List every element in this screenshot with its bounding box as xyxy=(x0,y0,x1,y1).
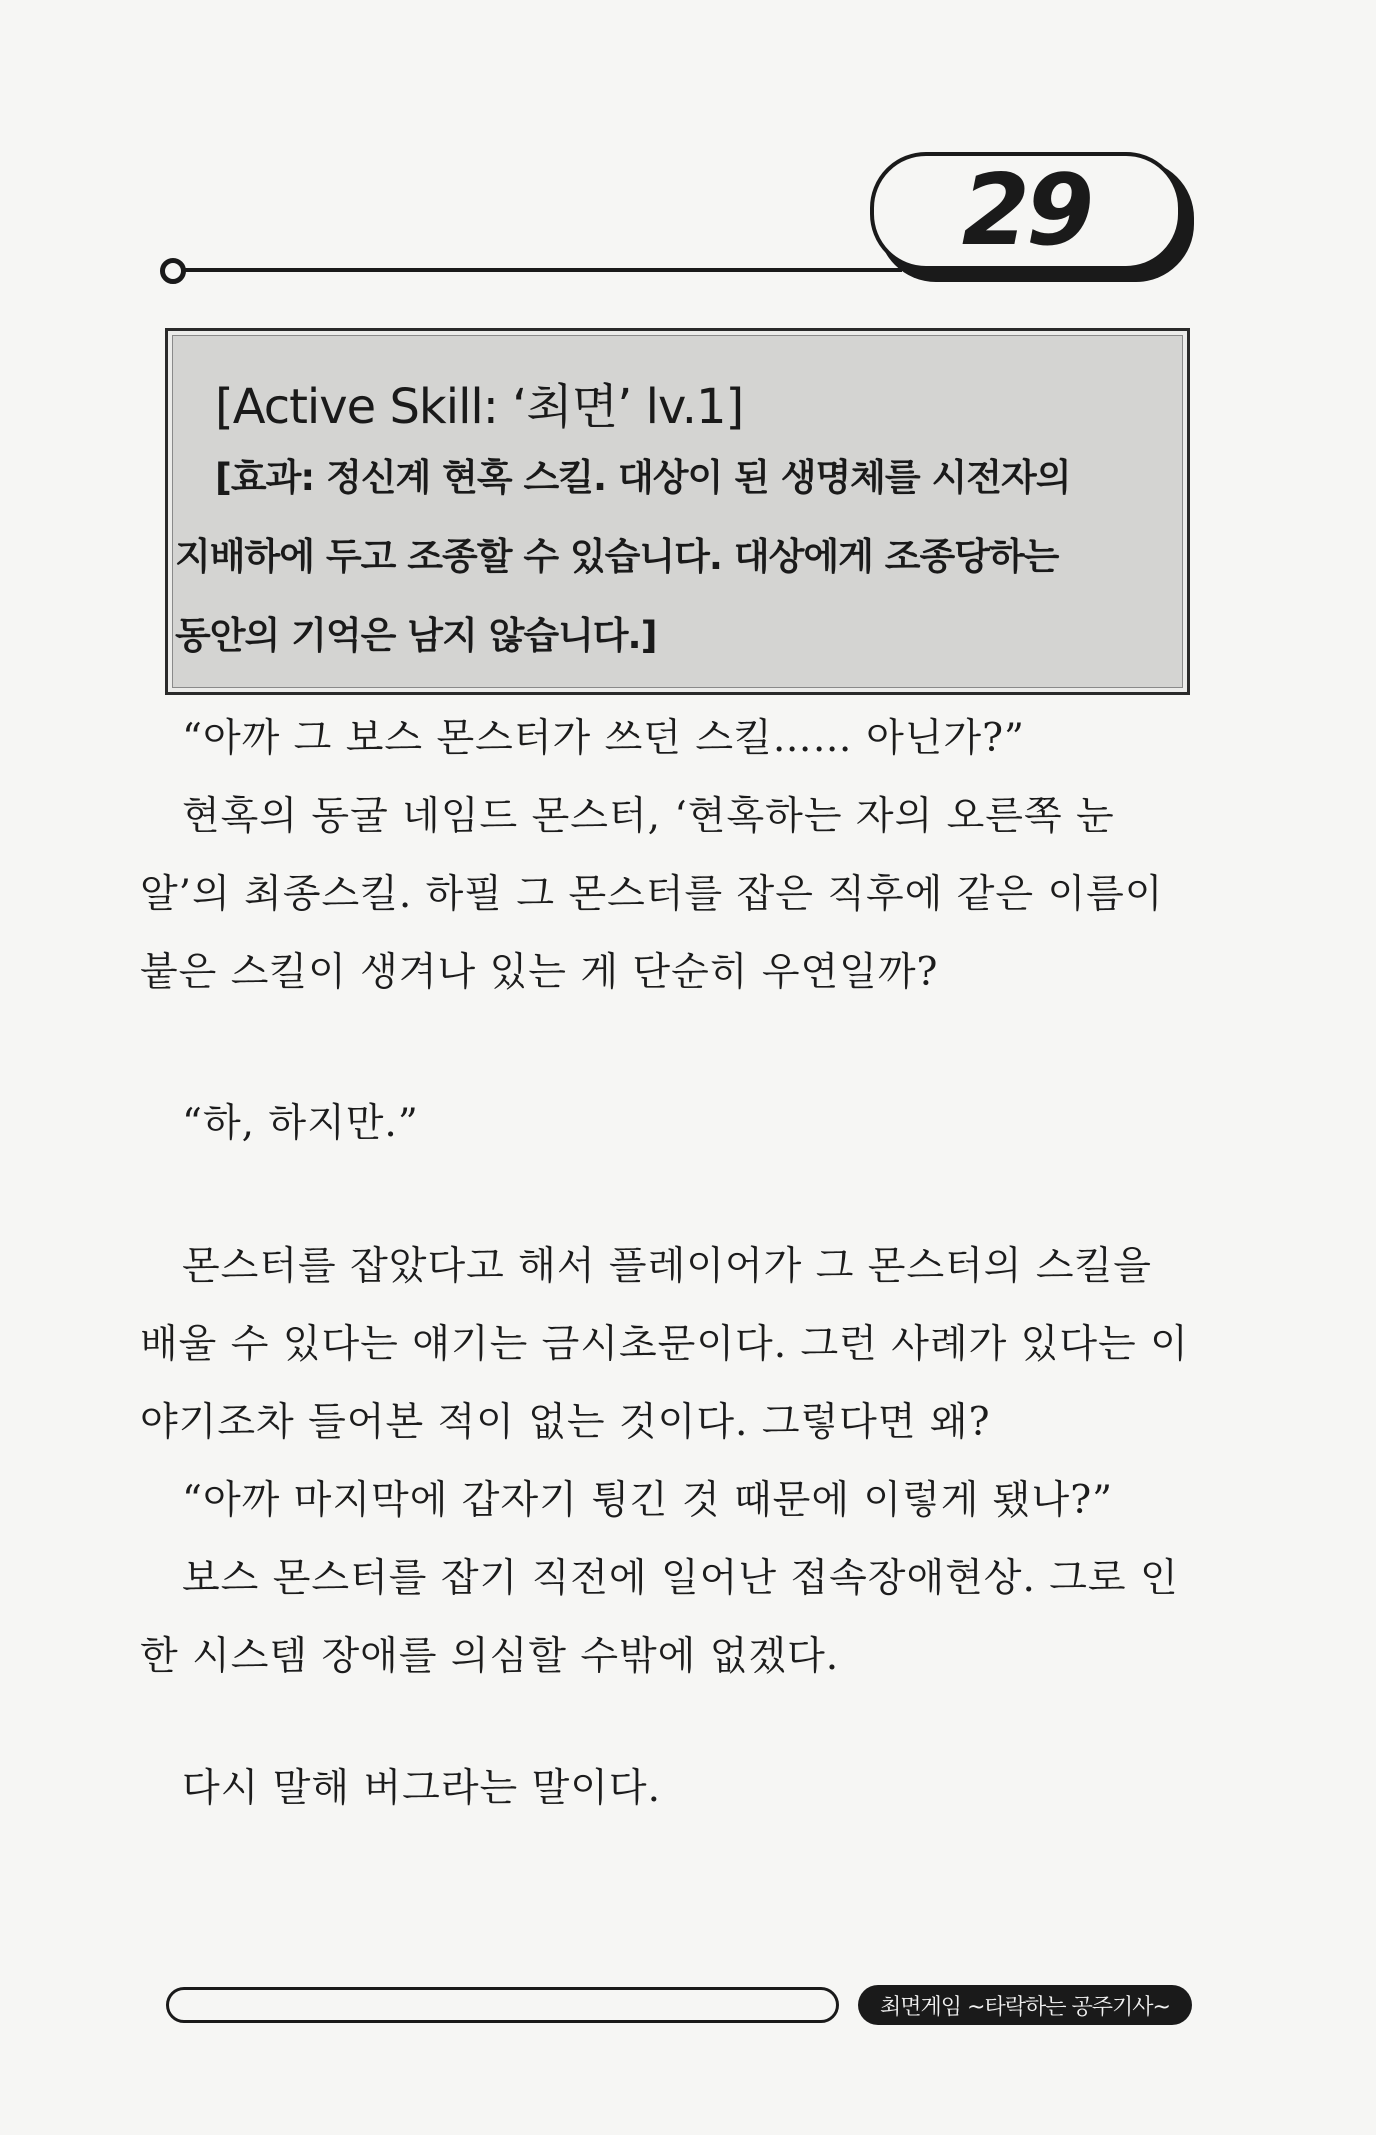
body-line: 몬스터를 잡았다고 해서 플레이어가 그 몬스터의 스킬을 xyxy=(182,1244,1152,1289)
body-line: 한 시스템 장애를 의심할 수밖에 없겠다. xyxy=(140,1634,840,1679)
body-paragraph-group-4 xyxy=(140,1750,1190,1828)
body-line: 야기조차 들어본 적이 없는 것이다. 그렇다면 왜? xyxy=(140,1400,991,1445)
body-line: 알’의 최종스킬. 하필 그 몬스터를 잡은 직후에 같은 이름이 xyxy=(140,872,1164,917)
header-dot-ornament xyxy=(160,258,186,284)
body-line: 현혹의 동굴 네임드 몬스터, ‘현혹하는 자의 오른쪽 눈 xyxy=(182,794,1115,839)
body-line: “아까 그 보스 몬스터가 쓰던 스킬…… 아닌가?” xyxy=(182,716,1025,761)
skill-description xyxy=(175,438,1175,675)
body-paragraph-group-2 xyxy=(140,1085,1190,1163)
skill-description-line: 동안의 기억은 남지 않습니다.] xyxy=(175,614,657,657)
body-line: 보스 몬스터를 잡기 직전에 일어난 접속장애현상. 그로 인 xyxy=(182,1556,1179,1601)
footer-book-title: 최면게임 ~타락하는 공주기사~ xyxy=(858,1985,1192,2025)
skill-description-line: [효과: 정신계 현혹 스킬. 대상이 된 생명체를 시전자의 xyxy=(215,456,1071,499)
body-line: “아까 마지막에 갑자기 튕긴 것 때문에 이렇게 됐나?” xyxy=(182,1478,1114,1523)
body-line: 붙은 스킬이 생겨나 있는 게 단순히 우연일까? xyxy=(140,950,939,995)
body-paragraph-group-3 xyxy=(140,1228,1190,1696)
header-rule xyxy=(172,268,902,272)
skill-title: [Active Skill: ‘최면’ lv.1] xyxy=(215,379,744,435)
skill-description-line: 지배하에 두고 조종할 수 있습니다. 대상에게 조종당하는 xyxy=(175,535,1059,578)
body-line: 배울 수 있다는 얘기는 금시초문이다. 그런 사례가 있다는 이 xyxy=(140,1322,1189,1367)
page-number-badge xyxy=(870,152,1182,270)
page-number: 29 xyxy=(961,154,1091,268)
footer-bar xyxy=(166,1987,839,2023)
body-line: 다시 말해 버그라는 말이다. xyxy=(182,1766,662,1811)
body-paragraph-group-1 xyxy=(140,700,1190,1012)
body-line: “하, 하지만.” xyxy=(182,1101,419,1146)
